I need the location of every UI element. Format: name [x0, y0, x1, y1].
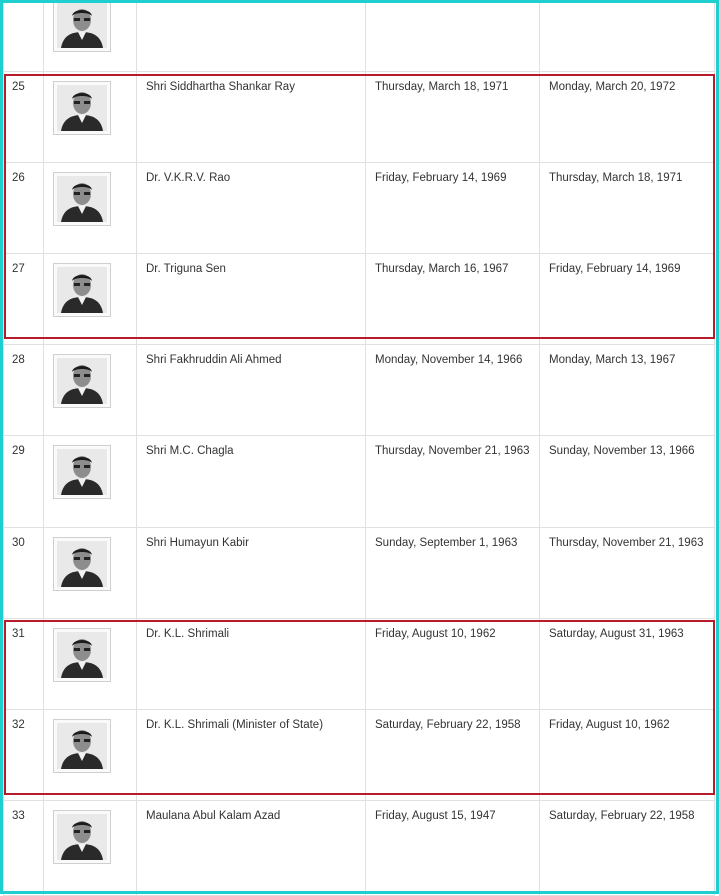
row-number: 27 — [12, 263, 25, 275]
portrait-icon — [57, 267, 107, 313]
tenure-from: Saturday, February 22, 1958 — [375, 719, 521, 731]
tenure-from: Sunday, September 1, 1963 — [375, 537, 518, 549]
table-row — [4, 72, 715, 163]
portrait-icon — [57, 358, 107, 404]
minister-name: Dr. K.L. Shrimali — [146, 628, 230, 640]
portrait-photo — [53, 81, 111, 135]
tenure-to: Thursday, November 21, 1963 — [549, 537, 704, 549]
table-row — [4, 710, 715, 801]
portrait-icon — [57, 723, 107, 769]
minister-name: Dr. V.K.R.V. Rao — [146, 172, 231, 184]
table-row — [4, 801, 715, 896]
tenure-to: Friday, August 10, 1962 — [549, 719, 670, 731]
portrait-photo — [53, 445, 111, 499]
ministers-table — [3, 0, 715, 896]
tenure-from: Thursday, March 16, 1967 — [375, 263, 509, 275]
portrait-photo — [53, 263, 111, 317]
table-row — [4, 619, 715, 710]
portrait-icon — [57, 541, 107, 587]
tenure-from: Friday, August 10, 1962 — [375, 628, 496, 640]
portrait-icon — [57, 814, 107, 860]
tenure-to: Monday, March 20, 1972 — [549, 81, 676, 93]
table-row — [4, 163, 715, 254]
minister-name: Shri Siddhartha Shankar Ray — [146, 81, 295, 93]
minister-name: Shri Fakhruddin Ali Ahmed — [146, 354, 282, 366]
portrait-icon — [57, 2, 107, 48]
tenure-from: Friday, August 15, 1947 — [375, 810, 496, 822]
minister-name: Maulana Abul Kalam Azad — [146, 810, 281, 822]
portrait-icon — [57, 449, 107, 495]
tenure-to: Monday, March 13, 1967 — [549, 354, 676, 366]
table-row — [4, 436, 715, 528]
row-number: 26 — [12, 172, 25, 184]
portrait-photo — [53, 354, 111, 408]
tenure-from: Friday, February 14, 1969 — [375, 172, 507, 184]
row-number: 32 — [12, 719, 25, 731]
minister-name: Dr. K.L. Shrimali (Minister of State) — [146, 719, 324, 731]
portrait-photo — [53, 628, 111, 682]
table-row — [4, 254, 715, 345]
row-number: 28 — [12, 354, 25, 366]
portrait-photo — [53, 172, 111, 226]
tenure-to: Saturday, August 31, 1963 — [549, 628, 684, 640]
portrait-photo — [53, 537, 111, 591]
portrait-photo — [53, 719, 111, 773]
tenure-from: Thursday, March 18, 1971 — [375, 81, 509, 93]
tenure-to: Thursday, March 18, 1971 — [549, 172, 683, 184]
tenure-to: Sunday, November 13, 1966 — [549, 445, 695, 457]
table-row — [4, 528, 715, 619]
portrait-icon — [57, 176, 107, 222]
row-number: 31 — [12, 628, 25, 640]
table-row — [4, 345, 715, 436]
minister-name: Shri M.C. Chagla — [146, 445, 234, 457]
row-number: 33 — [12, 810, 25, 822]
row-number: 30 — [12, 537, 25, 549]
tenure-from: Monday, November 14, 1966 — [375, 354, 523, 366]
portrait-photo — [53, 810, 111, 864]
tenure-to: Friday, February 14, 1969 — [549, 263, 681, 275]
portrait-icon — [57, 632, 107, 678]
minister-name: Shri Humayun Kabir — [146, 537, 249, 549]
row-number: 25 — [12, 81, 25, 93]
tenure-from: Thursday, November 21, 1963 — [375, 445, 530, 457]
row-number: 29 — [12, 445, 25, 457]
portrait-icon — [57, 85, 107, 131]
portrait-photo — [53, 0, 111, 52]
tenure-to: Saturday, February 22, 1958 — [549, 810, 695, 822]
table-row — [4, 1, 715, 72]
minister-name: Dr. Triguna Sen — [146, 263, 226, 275]
